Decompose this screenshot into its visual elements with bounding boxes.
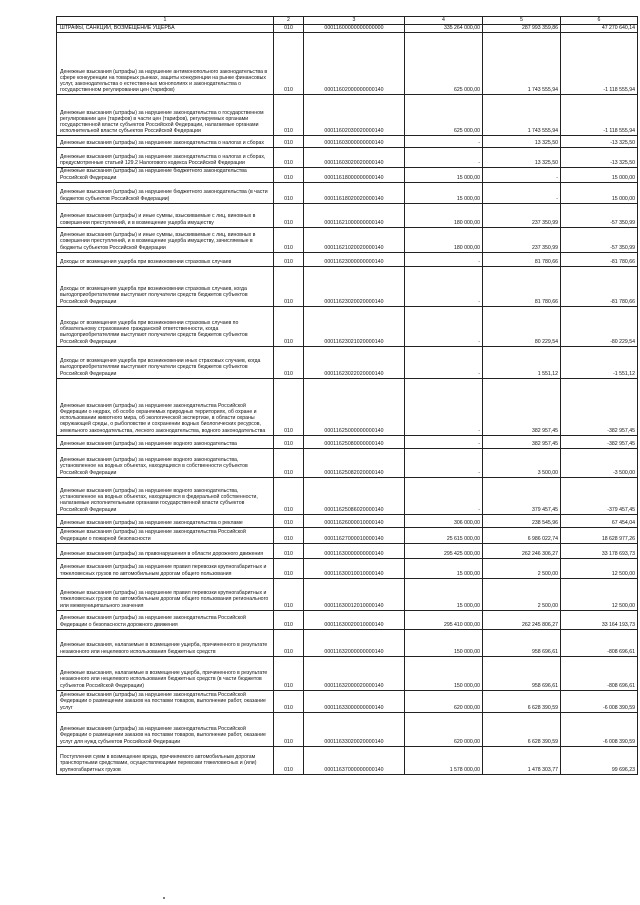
header-cell: 3 (304, 17, 405, 25)
table-row (57, 168, 638, 182)
row-name-cell: Денежные взыскания (штрафы) за нарушение бюджетного законодательства Российской Федерации (57, 168, 274, 182)
table-row (57, 610, 638, 629)
table-row (57, 148, 638, 168)
row-line-code-cell: 010 (274, 346, 304, 378)
row-unexecuted-cell: -6 008 390,59 (561, 712, 638, 746)
header-cell: 6 (561, 17, 638, 25)
row-name-cell: Денежные взыскания (штрафы) за нарушение водного законодательства, установленное на водных объектах, находящихся в федеральной собственности, налагаемые исполнительными органами государственной власти субъектов Российской Федерации (57, 477, 274, 514)
row-approved-plan-cell: - (405, 136, 483, 148)
row-budget-code-cell: 00011630000000000140 (304, 543, 405, 558)
row-name-cell: Денежные взыскания (штрафы) за нарушение водного законодательства, установленное на водных объектах, находящихся в собственности субъектов Российской Федерации (57, 448, 274, 477)
row-budget-code-cell: 00011625082020000140 (304, 448, 405, 477)
row-approved-plan-cell: 335 264 000,00 (405, 25, 483, 33)
table-row (57, 514, 638, 527)
row-unexecuted-cell: -81 780,66 (561, 252, 638, 266)
row-approved-plan-cell: 15 000,00 (405, 558, 483, 578)
table-row (57, 477, 638, 514)
header-cell: 4 (405, 17, 483, 25)
row-approved-plan-cell: 295 425 000,00 (405, 543, 483, 558)
row-line-code-cell: 010 (274, 148, 304, 168)
row-budget-code-cell: 00011603000000000140 (304, 136, 405, 148)
row-line-code-cell: 010 (274, 182, 304, 203)
row-budget-code-cell: 00011618020020000140 (304, 182, 405, 203)
header-cell: 1 (57, 17, 274, 25)
table-row (57, 435, 638, 448)
row-executed-cell: 958 696,61 (483, 629, 561, 656)
table-row (57, 629, 638, 656)
row-unexecuted-cell: 12 500,00 (561, 578, 638, 610)
row-name-cell: Доходы от возмещения ущерба при возникновении страховых случаев, когда выгодоприобретателями выступают получатели средств бюджетов субъектов Российской Федерации (57, 266, 274, 306)
row-line-code-cell: 010 (274, 378, 304, 435)
row-line-code-cell: 010 (274, 306, 304, 346)
table-row (57, 378, 638, 435)
row-approved-plan-cell: 295 410 000,00 (405, 610, 483, 629)
row-unexecuted-cell: -57 350,99 (561, 227, 638, 252)
row-budget-code-cell: 00011625080000000140 (304, 435, 405, 448)
row-budget-code-cell: 00011621000000000140 (304, 203, 405, 227)
row-unexecuted-cell: -379 457,45 (561, 477, 638, 514)
row-executed-cell: 237 350,99 (483, 227, 561, 252)
row-unexecuted-cell: -382 957,45 (561, 435, 638, 448)
row-approved-plan-cell: 15 000,00 (405, 168, 483, 182)
report-sheet (56, 16, 637, 775)
row-unexecuted-cell: 15 000,00 (561, 182, 638, 203)
row-name-cell: Денежные взыскания (штрафы) за нарушение законодательства Российской Федерации о размещении заказов на поставки товаров, выполнение работ, оказание услуг (57, 690, 274, 712)
row-unexecuted-cell: 18 628 977,26 (561, 527, 638, 543)
row-approved-plan-cell: 625 000,00 (405, 95, 483, 136)
row-approved-plan-cell: 180 000,00 (405, 227, 483, 252)
row-approved-plan-cell: - (405, 477, 483, 514)
row-budget-code-cell: 00011603020020000140 (304, 148, 405, 168)
table-row (57, 182, 638, 203)
row-executed-cell: 382 957,45 (483, 435, 561, 448)
row-unexecuted-cell: -382 957,45 (561, 378, 638, 435)
row-executed-cell: 6 628 390,59 (483, 712, 561, 746)
row-name-cell: Денежные взыскания (штрафы) за правонарушения в области дорожного движения (57, 543, 274, 558)
row-name-cell: Денежные взыскания (штрафы) за нарушение законодательства Российской Федерации о размещении заказов на поставки товаров, выполнение работ, оказание услуг для нужд субъектов Российской Федерации (57, 712, 274, 746)
row-unexecuted-cell: 67 454,04 (561, 514, 638, 527)
row-unexecuted-cell: -57 350,99 (561, 203, 638, 227)
row-executed-cell: 6 628 390,59 (483, 690, 561, 712)
row-approved-plan-cell: - (405, 448, 483, 477)
row-executed-cell: 958 696,61 (483, 656, 561, 690)
row-unexecuted-cell: 33 164 193,73 (561, 610, 638, 629)
row-approved-plan-cell: 180 000,00 (405, 203, 483, 227)
row-budget-code-cell: 00011630020010000140 (304, 610, 405, 629)
row-approved-plan-cell: - (405, 252, 483, 266)
row-line-code-cell: 010 (274, 266, 304, 306)
row-line-code-cell: 010 (274, 629, 304, 656)
row-budget-code-cell: 00011630012010000140 (304, 578, 405, 610)
row-budget-code-cell: 00011623021020000140 (304, 306, 405, 346)
row-budget-code-cell: 00011632000000000140 (304, 629, 405, 656)
row-approved-plan-cell: - (405, 378, 483, 435)
row-executed-cell: 2 500,00 (483, 578, 561, 610)
row-name-cell: Денежные взыскания, налагаемые в возмещение ущерба, причиненного в результате незаконного или нецелевого использования бюджетных средств (57, 629, 274, 656)
row-approved-plan-cell: 620 000,00 (405, 690, 483, 712)
table-row (57, 746, 638, 774)
row-unexecuted-cell: 12 500,00 (561, 558, 638, 578)
row-line-code-cell: 010 (274, 435, 304, 448)
row-budget-code-cell: 00011602030020000140 (304, 95, 405, 136)
table-row (57, 578, 638, 610)
row-budget-code-cell: 00011623000000000140 (304, 252, 405, 266)
table-row (57, 543, 638, 558)
table-row (57, 136, 638, 148)
row-name-cell: Денежные взыскания (штрафы) за нарушение антимонопольного законодательства в сфере конкуренции на товарных рынках, защиты конкуренции на рынке финансовых услуг, законодательства о естественных монополиях и законодательства о государственном регулировании цен (тарифов) (57, 33, 274, 95)
row-budget-code-cell: 00011625000000000140 (304, 378, 405, 435)
row-executed-cell: 1 743 555,94 (483, 33, 561, 95)
column-number-header (57, 17, 638, 25)
table-row (57, 266, 638, 306)
row-name-cell: Денежные взыскания (штрафы) за нарушение законодательства Российской Федерации о недрах, об особо охраняемых природных территориях, об охране и использовании животного мира, об экологической экспертизе, в области охраны окружающей среды, о рыболовстве и сохранении водных биологических ресурсов, земельного законодательства, лесного законодательства, водного законодательства (57, 378, 274, 435)
row-line-code-cell: 010 (274, 227, 304, 252)
row-line-code-cell: 010 (274, 33, 304, 95)
row-budget-code-cell: 00011618000000000140 (304, 168, 405, 182)
row-name-cell: Денежные взыскания (штрафы) за нарушение законодательства о налогах и сборах (57, 136, 274, 148)
revenue-table (56, 16, 638, 775)
row-budget-code-cell: 00011625086020000140 (304, 477, 405, 514)
row-line-code-cell: 010 (274, 514, 304, 527)
row-unexecuted-cell: 99 696,23 (561, 746, 638, 774)
table-row (57, 227, 638, 252)
row-line-code-cell: 010 (274, 95, 304, 136)
row-line-code-cell: 010 (274, 690, 304, 712)
row-approved-plan-cell: - (405, 435, 483, 448)
row-budget-code-cell: 00011600000000000000 (304, 25, 405, 33)
row-approved-plan-cell: 625 000,00 (405, 33, 483, 95)
row-budget-code-cell: 00011630010010000140 (304, 558, 405, 578)
table-row (57, 656, 638, 690)
table-row (57, 25, 638, 33)
table-row (57, 448, 638, 477)
row-budget-code-cell: 00011623020020000140 (304, 266, 405, 306)
row-executed-cell: 1 743 555,94 (483, 95, 561, 136)
row-unexecuted-cell: -1 551,12 (561, 346, 638, 378)
row-line-code-cell: 010 (274, 543, 304, 558)
table-row (57, 527, 638, 543)
row-executed-cell: 262 246 306,27 (483, 543, 561, 558)
row-line-code-cell: 010 (274, 527, 304, 543)
row-line-code-cell: 010 (274, 252, 304, 266)
row-unexecuted-cell: -808 696,61 (561, 656, 638, 690)
row-executed-cell: 238 545,96 (483, 514, 561, 527)
row-line-code-cell: 010 (274, 746, 304, 774)
row-name-cell: Доходы от возмещения ущерба при возникновении страховых случаев (57, 252, 274, 266)
row-budget-code-cell: 00011627000010000140 (304, 527, 405, 543)
row-name-cell: Денежные взыскания (штрафы) за нарушение правил перевозки крупногабаритных и тяжеловесных грузов по автомобильным дорогам общего пользования регионального или межмуниципального значения (57, 578, 274, 610)
row-budget-code-cell: 00011626000010000140 (304, 514, 405, 527)
row-approved-plan-cell: 1 578 000,00 (405, 746, 483, 774)
row-budget-code-cell: 00011602000000000140 (304, 33, 405, 95)
row-name-cell: Доходы от возмещения ущерба при возникновении иных страховых случаев, когда выгодоприобретателями выступают получатели средств бюджетов субъектов Российской Федерации (57, 346, 274, 378)
table-row (57, 690, 638, 712)
row-approved-plan-cell: 620 000,00 (405, 712, 483, 746)
row-name-cell: Денежные взыскания (штрафы) за нарушение законодательства Российской Федерации о пожарной безопасности (57, 527, 274, 543)
row-approved-plan-cell: 150 000,00 (405, 656, 483, 690)
row-unexecuted-cell: 47 270 640,14 (561, 25, 638, 33)
row-line-code-cell: 010 (274, 203, 304, 227)
row-budget-code-cell: 00011632000020000140 (304, 656, 405, 690)
row-line-code-cell: 010 (274, 656, 304, 690)
header-cell: 2 (274, 17, 304, 25)
row-executed-cell: 382 957,45 (483, 378, 561, 435)
row-executed-cell: 287 993 359,86 (483, 25, 561, 33)
table-row (57, 33, 638, 95)
row-line-code-cell: 010 (274, 558, 304, 578)
row-line-code-cell: 010 (274, 477, 304, 514)
row-approved-plan-cell: 15 000,00 (405, 578, 483, 610)
row-approved-plan-cell: 150 000,00 (405, 629, 483, 656)
row-executed-cell: 262 245 806,27 (483, 610, 561, 629)
row-unexecuted-cell: 15 000,00 (561, 168, 638, 182)
table-row (57, 346, 638, 378)
row-name-cell: Денежные взыскания, налагаемые в возмещение ущерба, причиненного в результате незаконного или нецелевого использования бюджетных средств (в части бюджетов субъектов Российской Федерации) (57, 656, 274, 690)
row-executed-cell: 13 325,50 (483, 148, 561, 168)
row-budget-code-cell: 00011623022020000140 (304, 346, 405, 378)
row-name-cell: Денежные взыскания (штрафы) и иные суммы, взыскиваемые с лиц, виновных в совершении преступлений, и в возмещение ущерба имуществу (57, 203, 274, 227)
row-name-cell: Денежные взыскания (штрафы) за нарушение законодательства о рекламе (57, 514, 274, 527)
row-approved-plan-cell: 306 000,00 (405, 514, 483, 527)
row-unexecuted-cell: -6 008 390,59 (561, 690, 638, 712)
table-row (57, 252, 638, 266)
row-approved-plan-cell: - (405, 148, 483, 168)
row-executed-cell: 80 229,54 (483, 306, 561, 346)
row-executed-cell: 81 780,66 (483, 266, 561, 306)
table-row (57, 306, 638, 346)
row-budget-code-cell: 00011637000000000140 (304, 746, 405, 774)
row-line-code-cell: 010 (274, 610, 304, 629)
row-line-code-cell: 010 (274, 578, 304, 610)
row-line-code-cell: 010 (274, 712, 304, 746)
row-executed-cell: 1 478 303,77 (483, 746, 561, 774)
row-name-cell: Денежные взыскания (штрафы) и иные суммы, взыскиваемые с лиц, виновных в совершении преступлений, и в возмещение ущерба имуществу, зачисляемые в бюджеты субъектов Российской Федерации (57, 227, 274, 252)
row-budget-code-cell: 00011633000000000140 (304, 690, 405, 712)
row-executed-cell: 6 986 022,74 (483, 527, 561, 543)
row-line-code-cell: 010 (274, 136, 304, 148)
row-name-cell: Поступления сумм в возмещение вреда, причиняемого автомобильным дорогам транспортными средствами, осуществляющими перевозки тяжеловесных и (или) крупногабаритных грузов (57, 746, 274, 774)
row-approved-plan-cell: 15 000,00 (405, 182, 483, 203)
header-cell: 5 (483, 17, 561, 25)
row-unexecuted-cell: -1 118 555,94 (561, 33, 638, 95)
row-executed-cell: - (483, 168, 561, 182)
row-name-cell: Доходы от возмещения ущерба при возникновении страховых случаев по обязательному страхованию гражданской ответственности, когда выгодоприобретателями выступают получатели средств бюджетов субъектов Российской Федерации (57, 306, 274, 346)
row-approved-plan-cell: - (405, 266, 483, 306)
row-unexecuted-cell: -3 500,00 (561, 448, 638, 477)
row-executed-cell: 13 325,50 (483, 136, 561, 148)
table-row (57, 712, 638, 746)
row-executed-cell: 2 500,00 (483, 558, 561, 578)
row-name-cell: Денежные взыскания (штрафы) за нарушение водного законодательства (57, 435, 274, 448)
row-budget-code-cell: 00011633020020000140 (304, 712, 405, 746)
table-row (57, 95, 638, 136)
row-approved-plan-cell: - (405, 346, 483, 378)
row-approved-plan-cell: - (405, 306, 483, 346)
scan-speck (163, 897, 165, 899)
row-unexecuted-cell: -808 696,61 (561, 629, 638, 656)
row-unexecuted-cell: -1 118 555,94 (561, 95, 638, 136)
row-unexecuted-cell: -81 780,66 (561, 266, 638, 306)
row-line-code-cell: 010 (274, 168, 304, 182)
row-name-cell: Денежные взыскания (штрафы) за нарушение законодательства о государственном регулировании цен (тарифов) в части цен (тарифов), регулируемых органами государственной власти субъектов Российской Федерации, налагаемые органами исполнительной власти субъектов Российской Федерации (57, 95, 274, 136)
row-unexecuted-cell: -13 325,50 (561, 148, 638, 168)
row-executed-cell: 379 457,45 (483, 477, 561, 514)
table-row (57, 203, 638, 227)
row-name-cell: ШТРАФЫ, САНКЦИИ, ВОЗМЕЩЕНИЕ УЩЕРБА (57, 25, 274, 33)
row-executed-cell: 81 780,66 (483, 252, 561, 266)
row-executed-cell: - (483, 182, 561, 203)
row-name-cell: Денежные взыскания (штрафы) за нарушение правил перевозки крупногабаритных и тяжеловесных грузов по автомобильным дорогам общего пользования (57, 558, 274, 578)
row-approved-plan-cell: 25 615 000,00 (405, 527, 483, 543)
row-budget-code-cell: 00011621020020000140 (304, 227, 405, 252)
table-row (57, 558, 638, 578)
row-name-cell: Денежные взыскания (штрафы) за нарушение законодательства Российской Федерации о безопасности дорожного движения (57, 610, 274, 629)
row-line-code-cell: 010 (274, 448, 304, 477)
row-line-code-cell: 010 (274, 25, 304, 33)
row-name-cell: Денежные взыскания (штрафы) за нарушение бюджетного законодательства (в части бюджетов субъектов Российской Федерации) (57, 182, 274, 203)
row-unexecuted-cell: -13 325,50 (561, 136, 638, 148)
row-executed-cell: 1 551,12 (483, 346, 561, 378)
row-name-cell: Денежные взыскания (штрафы) за нарушение законодательства о налогах и сборах, предусмотренные статьей 129.2 Налогового кодекса Российской Федерации (57, 148, 274, 168)
row-unexecuted-cell: -80 229,54 (561, 306, 638, 346)
row-unexecuted-cell: 33 178 693,73 (561, 543, 638, 558)
row-executed-cell: 3 500,00 (483, 448, 561, 477)
row-executed-cell: 237 350,99 (483, 203, 561, 227)
